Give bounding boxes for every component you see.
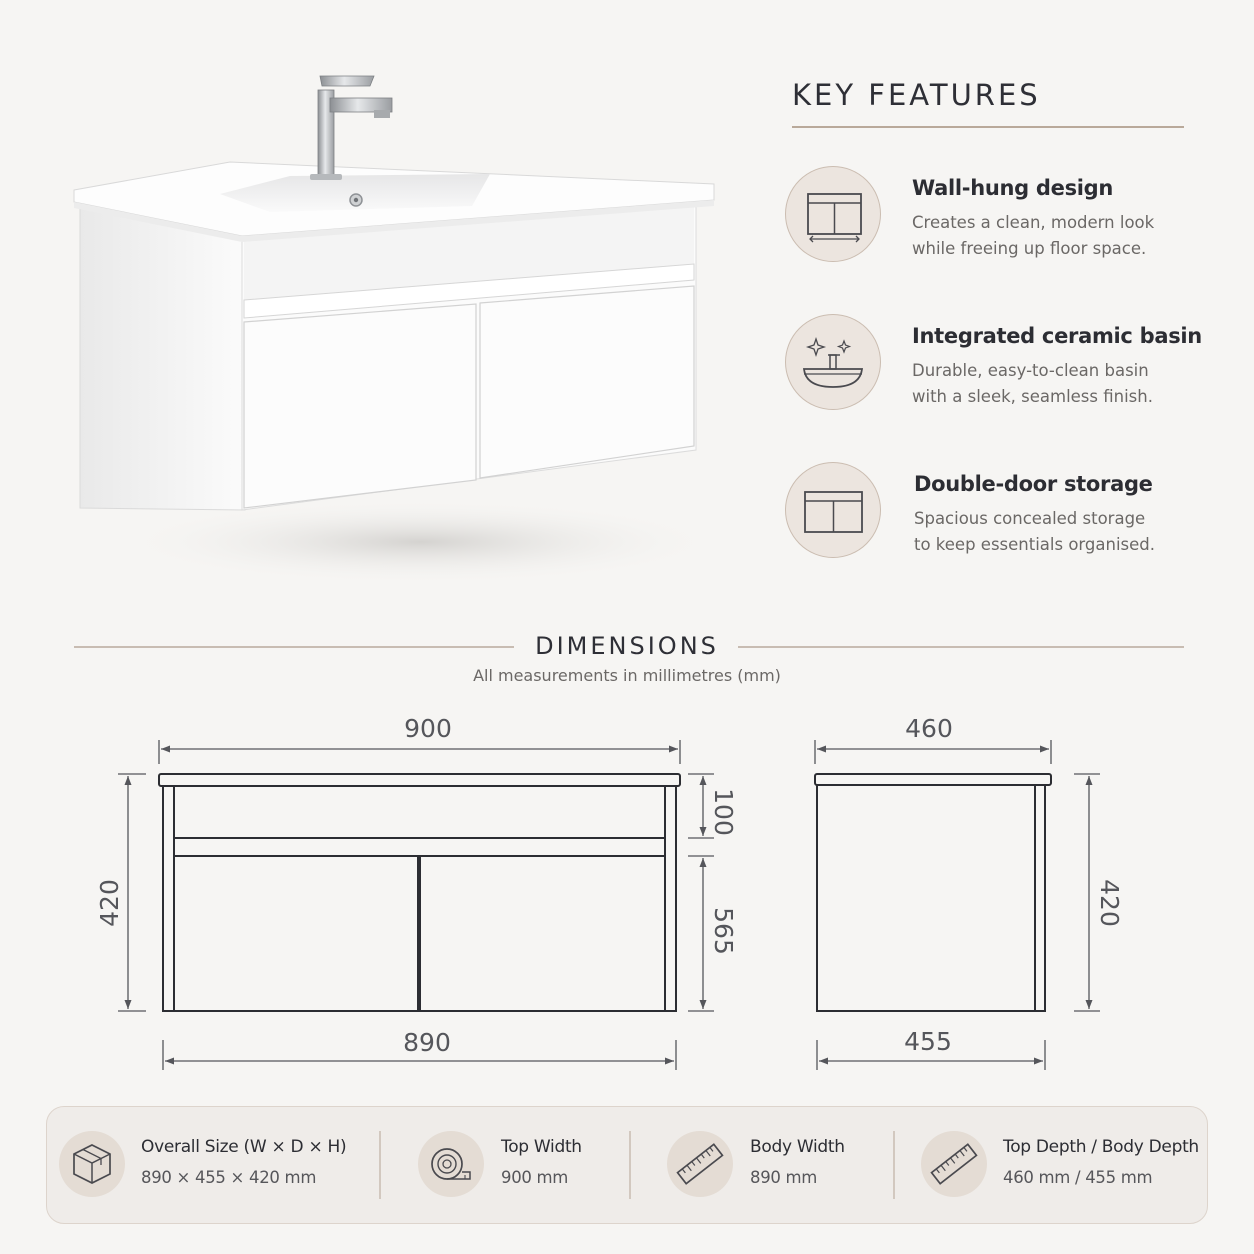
spec-divider xyxy=(629,1131,631,1199)
feature-description xyxy=(914,506,1204,558)
feature-description xyxy=(912,358,1202,410)
label-top-section: 100 xyxy=(709,788,738,836)
key-features-title: KEY FEATURES xyxy=(792,78,1041,112)
double-door-icon xyxy=(785,462,881,558)
wall-hung-icon xyxy=(785,166,881,262)
feature-description-line: Spacious concealed storage xyxy=(914,509,1146,528)
specs-summary-bar xyxy=(46,1106,1208,1224)
feature-description xyxy=(912,210,1202,262)
vanity-product-image xyxy=(60,60,730,600)
spec-divider xyxy=(893,1131,895,1199)
ceramic-basin-icon xyxy=(785,314,881,410)
key-features-divider xyxy=(792,126,1184,128)
feature-description-line: to keep essentials organised. xyxy=(914,535,1156,554)
feature-wall-hung xyxy=(785,166,1205,266)
label-body-depth: 455 xyxy=(904,1027,952,1056)
spec-value: 460 mm / 455 mm xyxy=(1003,1168,1153,1187)
spec-label: Top Depth / Body Depth xyxy=(1003,1137,1199,1157)
spec-top-width xyxy=(418,1107,628,1225)
spec-label: Top Width xyxy=(501,1137,582,1157)
spec-label: Body Width xyxy=(750,1137,845,1157)
feature-description-line: with a sleek, seamless finish. xyxy=(912,387,1153,406)
feature-title: Integrated ceramic basin xyxy=(912,324,1202,348)
dimensions-subtitle: All measurements in millimetres (mm) xyxy=(473,666,781,685)
spec-label: Overall Size (W × D × H) xyxy=(141,1137,347,1157)
label-top-width: 900 xyxy=(404,714,452,743)
box-icon xyxy=(59,1131,125,1197)
spec-overall-size xyxy=(59,1107,379,1225)
feature-double-door xyxy=(785,462,1205,562)
feature-description-line: while freeing up floor space. xyxy=(912,239,1147,258)
spec-value: 900 mm xyxy=(501,1168,569,1187)
spec-body-width xyxy=(667,1107,887,1225)
front-elevation-drawing xyxy=(159,774,680,1011)
label-side-height: 420 xyxy=(1095,879,1124,927)
tape-measure-icon xyxy=(418,1131,484,1197)
feature-title: Double-door storage xyxy=(914,472,1153,496)
ruler-icon xyxy=(667,1131,733,1197)
feature-description-line: Creates a clean, modern look xyxy=(912,213,1155,232)
label-door-section: 565 xyxy=(709,907,738,955)
feature-description-line: Durable, easy-to-clean basin xyxy=(912,361,1149,380)
feature-ceramic-basin xyxy=(785,314,1205,414)
spec-divider xyxy=(379,1131,381,1199)
spec-top-body-depth xyxy=(921,1107,1201,1225)
feature-title: Wall-hung design xyxy=(912,176,1114,200)
label-front-height: 420 xyxy=(95,879,124,927)
spec-value: 890 × 455 × 420 mm xyxy=(141,1168,317,1187)
spec-value: 890 mm xyxy=(750,1168,818,1187)
ruler-icon xyxy=(921,1131,987,1197)
dimension-drawings xyxy=(0,700,1254,1090)
label-body-width: 890 xyxy=(403,1028,451,1057)
dimensions-title: DIMENSIONS xyxy=(535,632,719,660)
side-elevation-drawing xyxy=(815,774,1051,1011)
label-top-depth: 460 xyxy=(905,714,953,743)
